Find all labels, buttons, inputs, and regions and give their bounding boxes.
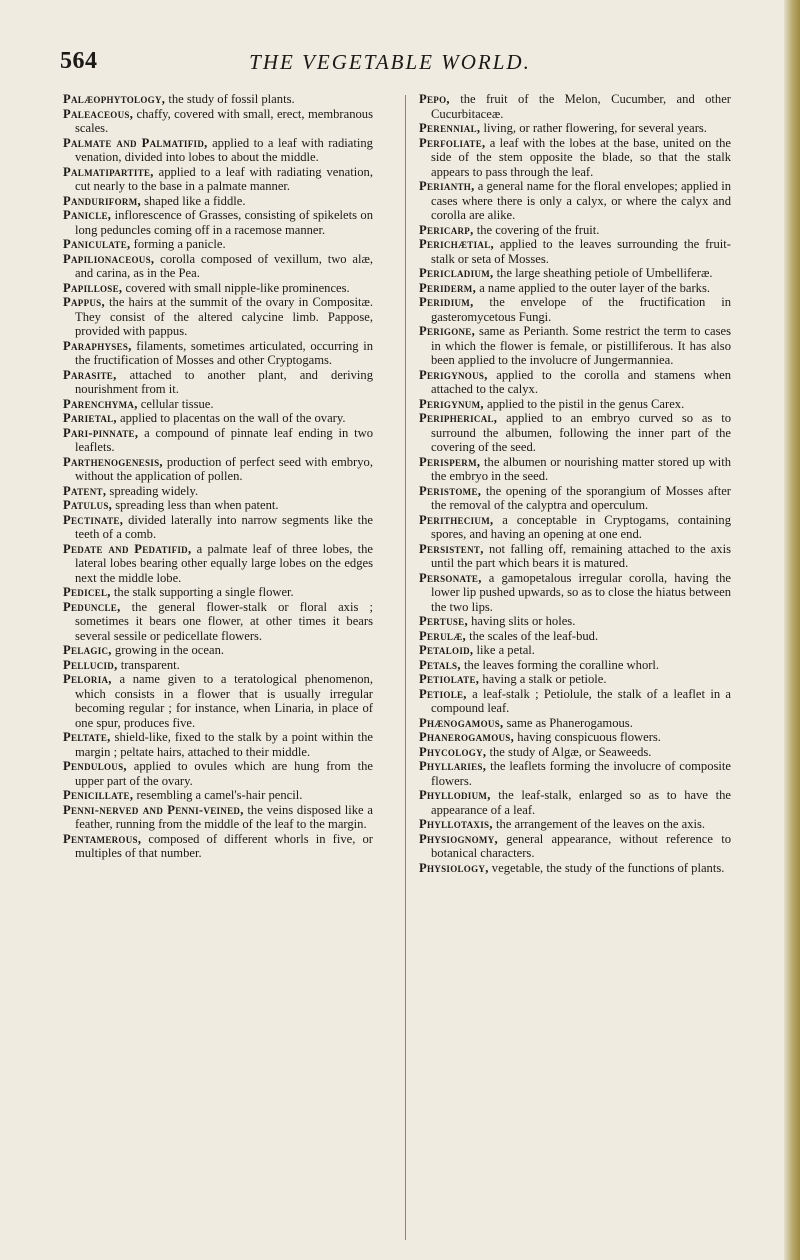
glossary-entry <box>419 716 731 731</box>
glossary-definition: applied to the leaves surrounding the fruit-stalk or seta of Mosses. <box>431 237 731 266</box>
glossary-term: Pappus, <box>63 295 105 309</box>
glossary-definition: the study of Algæ, or Seaweeds. <box>486 744 652 759</box>
glossary-entry <box>63 585 373 600</box>
glossary-term: Petiolate, <box>419 672 480 686</box>
glossary-entry <box>419 788 731 817</box>
glossary-entry <box>63 107 373 136</box>
glossary-entry <box>63 600 373 644</box>
glossary-entry <box>419 745 731 760</box>
glossary-definition: forming a panicle. <box>130 237 226 251</box>
glossary-definition: applied to the pistil in the genus Carex. <box>483 396 685 411</box>
glossary-entry <box>63 832 373 861</box>
glossary-term: Pericarp, <box>419 222 474 237</box>
glossary-definition: cellular tissue. <box>137 396 214 411</box>
glossary-definition: a name applied to the outer layer of the barks. <box>476 280 710 295</box>
right-column <box>419 92 731 875</box>
glossary-term: Perichætial, <box>419 237 494 251</box>
page-edge <box>784 0 800 1260</box>
glossary-entry <box>419 397 731 412</box>
glossary-definition: shaped like a fiddle. <box>140 193 246 208</box>
glossary-term: Pedate and Pedatifid, <box>63 541 192 556</box>
glossary-definition: the envelope of the fructification in gasteromycetous Fungi. <box>431 295 731 324</box>
glossary-entry <box>419 455 731 484</box>
glossary-definition: the leaf-stalk, enlarged so as to have the appearance of a leaf. <box>431 788 731 817</box>
glossary-definition: applied to a leaf with radiating venation, divided into lobes to about the middle. <box>75 135 373 164</box>
glossary-entry <box>419 411 731 455</box>
glossary-entry <box>63 672 373 730</box>
glossary-entry <box>63 643 373 658</box>
glossary-term: Phanerogamous, <box>419 730 515 744</box>
left-column <box>63 92 373 861</box>
glossary-term: Perfoliate, <box>419 135 486 150</box>
glossary-term: Perianth, <box>419 179 475 193</box>
glossary-term: Peloria, <box>63 672 112 686</box>
glossary-entry <box>63 426 373 455</box>
glossary-definition: the study of fossil plants. <box>165 92 295 106</box>
glossary-term: Pericladium, <box>419 266 494 280</box>
glossary-term: Pepo, <box>419 92 450 106</box>
glossary-term: Persistent, <box>419 541 484 556</box>
glossary-entry <box>419 542 731 571</box>
glossary-definition: a general name for the floral envelopes; applied in cases where there is only a calyx, or where the calyx and corolla are alike. <box>431 179 731 222</box>
glossary-term: Phænogamous, <box>419 715 504 730</box>
glossary-entry <box>419 817 731 832</box>
glossary-definition: a name given to a teratological phenomenon, which consists in a flower that is usually irregular becoming regular ; for instance, when Linaria, in place of one spur, produces five. <box>75 672 373 730</box>
glossary-definition: a gamopetalous irregular corolla, having the lower lip pushed upwards, so as to close the hiatus between the two lips. <box>431 570 731 614</box>
glossary-term: Papilionaceous, <box>63 251 155 266</box>
glossary-definition: the covering of the fruit. <box>473 222 600 237</box>
glossary-definition: having slits or holes. <box>467 614 576 628</box>
glossary-entry <box>63 136 373 165</box>
glossary-term: Pellucid, <box>63 657 118 672</box>
glossary-definition: applied to ovules which are hung from the upper part of the ovary. <box>75 759 373 788</box>
glossary-definition: a conceptable in Cryptogams, containing spores, and having an opening at one end. <box>431 512 731 541</box>
glossary-term: Perulæ, <box>419 628 466 643</box>
glossary-definition: applied to an embryo curved so as to surround the albumen, following the inner part of the covering of the seed. <box>431 411 731 454</box>
glossary-term: Papillose, <box>63 280 123 295</box>
glossary-entry <box>63 455 373 484</box>
glossary-term: Pelagic, <box>63 643 112 657</box>
glossary-term: Phycology, <box>419 744 487 759</box>
glossary-term: Palmate and Palmatifid, <box>63 135 208 150</box>
glossary-term: Patulus, <box>63 498 113 512</box>
glossary-entry <box>419 179 731 223</box>
glossary-term: Patent, <box>63 483 107 498</box>
glossary-entry <box>63 368 373 397</box>
glossary-entry <box>419 324 731 368</box>
glossary-definition: living, or rather flowering, for several years. <box>480 121 707 135</box>
glossary-term: Paleaceous, <box>63 106 134 121</box>
glossary-entry <box>63 165 373 194</box>
glossary-entry <box>419 136 731 180</box>
glossary-definition: production of perfect seed with embryo, without the application of pollen. <box>75 454 373 483</box>
glossary-term: Paraphyses, <box>63 338 132 353</box>
glossary-entry <box>63 339 373 368</box>
glossary-definition: applied to placentas on the wall of the ovary. <box>116 411 346 425</box>
glossary-definition: the general flower-stalk or floral axis ; sometimes it bears one flower, at other times it bears several sessile or pedicellate flowers. <box>75 599 373 643</box>
glossary-term: Peridium, <box>419 295 474 309</box>
glossary-entry <box>63 397 373 412</box>
glossary-term: Peripherical, <box>419 411 498 425</box>
glossary-definition: the leaflets forming the involucre of composite flowers. <box>431 759 731 788</box>
glossary-term: Perigynum, <box>419 396 484 411</box>
glossary-definition: a palmate leaf of three lobes, the lateral lobes bearing other equally large lobes on the edges next the middle lobe. <box>75 541 374 585</box>
glossary-term: Phyllodium, <box>419 788 491 802</box>
page-number: 564 <box>60 48 98 74</box>
glossary-entry <box>419 121 731 136</box>
glossary-definition: same as Perianth. Some restrict the term to cases in which the flower is female, or pistilliferous. It has also been applied to the involucre of Jungermanniea. <box>431 324 731 367</box>
glossary-definition: the scales of the leaf-bud. <box>465 628 599 643</box>
glossary-entry <box>63 295 373 339</box>
glossary-definition: spreading widely. <box>106 483 199 498</box>
glossary-term: Parasite, <box>63 367 117 382</box>
page-header <box>60 48 720 88</box>
glossary-definition: transparent. <box>117 657 180 672</box>
glossary-entry <box>63 498 373 513</box>
glossary-entry <box>63 484 373 499</box>
glossary-entry <box>419 92 731 121</box>
glossary-term: Physiognomy, <box>419 831 498 846</box>
glossary-entry <box>63 759 373 788</box>
glossary-term: Pertuse, <box>419 614 468 628</box>
glossary-entry <box>419 223 731 238</box>
glossary-entry <box>419 513 731 542</box>
glossary-term: Periderm, <box>419 280 477 295</box>
glossary-term: Pendulous, <box>63 759 127 773</box>
glossary-definition: same as Phanerogamous. <box>503 715 633 730</box>
glossary-term: Pentamerous, <box>63 831 142 846</box>
glossary-definition: the leaves forming the coralline whorl. <box>460 657 660 672</box>
glossary-entry <box>419 658 731 673</box>
glossary-entry <box>63 513 373 542</box>
glossary-term: Parietal, <box>63 411 117 425</box>
glossary-entry <box>63 803 373 832</box>
glossary-term: Perennial, <box>419 121 481 135</box>
glossary-entry <box>419 759 731 788</box>
glossary-definition: not falling off, remaining attached to the axis until the part which bears it is matured. <box>431 541 731 570</box>
glossary-definition: composed of different whorls in five, or multiples of that number. <box>75 831 373 860</box>
glossary-entry <box>419 643 731 658</box>
glossary-entry <box>63 658 373 673</box>
glossary-entry <box>63 281 373 296</box>
glossary-term: Peduncle, <box>63 599 121 614</box>
glossary-entry <box>419 861 731 876</box>
glossary-entry <box>63 194 373 209</box>
glossary-definition: applied to a leaf with radiating venation, cut nearly to the base in a palmate manner. <box>75 164 373 193</box>
glossary-entry <box>419 266 731 281</box>
glossary-term: Parthenogenesis, <box>63 454 163 469</box>
glossary-definition: the large sheathing petiole of Umbelliferæ. <box>493 266 713 280</box>
glossary-term: Personate, <box>419 570 482 585</box>
glossary-term: Palmatipartite, <box>63 164 154 179</box>
glossary-definition: the fruit of the Melon, Cucumber, and other Cucurbitaceæ. <box>431 92 731 121</box>
glossary-definition: covered with small nipple-like prominences. <box>122 280 350 295</box>
glossary-definition: the arrangement of the leaves on the axis. <box>492 817 706 831</box>
glossary-definition: the stalk supporting a single flower. <box>110 585 294 599</box>
running-title: THE VEGETABLE WORLD. <box>249 50 531 74</box>
glossary-entry <box>63 411 373 426</box>
glossary-term: Peltate, <box>63 730 111 744</box>
glossary-entry <box>419 614 731 629</box>
glossary-term: Parenchyma, <box>63 396 138 411</box>
glossary-entry <box>419 571 731 615</box>
glossary-definition: resembling a camel's-hair pencil. <box>133 788 303 802</box>
glossary-entry <box>419 281 731 296</box>
glossary-definition: attached to another plant, and deriving nourishment from it. <box>75 367 373 396</box>
glossary-definition: divided laterally into narrow segments like the teeth of a comb. <box>75 512 373 541</box>
glossary-definition: spreading less than when patent. <box>112 498 279 512</box>
glossary-entry <box>419 295 731 324</box>
glossary-entry <box>419 484 731 513</box>
glossary-term: Pectinate, <box>63 512 124 527</box>
glossary-term: Paniculate, <box>63 237 131 251</box>
glossary-definition: the albumen or nourishing matter stored up with the embryo in the seed. <box>431 454 731 483</box>
glossary-term: Petals, <box>419 657 461 672</box>
glossary-term: Pedicel, <box>63 585 111 599</box>
glossary-definition: inflorescence of Grasses, consisting of spikelets on long peduncles coming off in a racemose manner. <box>75 208 373 237</box>
glossary-entry <box>63 542 373 586</box>
glossary-term: Penicillate, <box>63 788 134 802</box>
glossary-definition: having conspicuous flowers. <box>514 730 661 744</box>
glossary-definition: the hairs at the summit of the ovary in Compositæ. They consist of the altered calycine limb. Pappose, provided with pappus. <box>75 295 373 338</box>
glossary-term: Panicle, <box>63 208 112 222</box>
glossary-entry <box>419 629 731 644</box>
glossary-term: Perisperm, <box>419 454 481 469</box>
glossary-entry <box>419 730 731 745</box>
glossary-definition: corolla composed of vexillum, two alæ, and carina, as in the Pea. <box>75 251 373 280</box>
glossary-definition: the opening of the sporangium of Mosses after the removal of the calyptra and operculum. <box>431 483 731 512</box>
glossary-term: Peristome, <box>419 483 482 498</box>
glossary-entry <box>63 788 373 803</box>
glossary-definition: filaments, sometimes articulated, occurring in the fructification of Mosses and other Cryptogams. <box>75 338 373 367</box>
column-divider <box>405 95 406 1240</box>
glossary-entry <box>419 687 731 716</box>
glossary-definition: having a stalk or petiole. <box>479 672 607 686</box>
glossary-entry <box>63 92 373 107</box>
glossary-entry <box>63 237 373 252</box>
glossary-definition: a leaf with the lobes at the base, united on the side of the stem opposite the blade, so that the stalk appears to pass through the leaf. <box>431 135 731 179</box>
glossary-entry <box>419 237 731 266</box>
glossary-definition: a leaf-stalk ; Petiolule, the stalk of a leaflet in a compound leaf. <box>431 686 731 715</box>
glossary-term: Perithecium, <box>419 512 494 527</box>
glossary-term: Perigynous, <box>419 367 488 382</box>
glossary-term: Panduriform, <box>63 193 141 208</box>
glossary-term: Phyllotaxis, <box>419 817 493 831</box>
glossary-term: Perigone, <box>419 324 476 338</box>
glossary-term: Pari-pinnate, <box>63 425 139 440</box>
glossary-entry <box>419 672 731 687</box>
glossary-entry <box>419 832 731 861</box>
glossary-term: Petaloid, <box>419 643 474 657</box>
glossary-entry <box>419 368 731 397</box>
glossary-definition: like a petal. <box>473 643 535 657</box>
glossary-definition: the veins disposed like a feather, running from the middle of the leaf to the margin. <box>75 802 374 831</box>
glossary-definition: chaffy, covered with small, erect, membranous scales. <box>75 106 373 135</box>
glossary-definition: shield-like, fixed to the stalk by a point within the margin ; peltate hairs, attached to their middle. <box>75 730 373 759</box>
glossary-term: Physiology, <box>419 860 489 875</box>
glossary-term: Petiole, <box>419 686 467 701</box>
glossary-term: Phyllaries, <box>419 759 487 773</box>
glossary-entry <box>63 730 373 759</box>
glossary-entry <box>63 208 373 237</box>
glossary-definition: general appearance, without reference to botanical characters. <box>431 831 731 860</box>
glossary-definition: vegetable, the study of the functions of plants. <box>488 860 725 875</box>
glossary-term: Penni-nerved and Penni-veined, <box>63 802 244 817</box>
glossary-definition: applied to the corolla and stamens when attached to the calyx. <box>431 367 731 396</box>
glossary-term: Palæophytology, <box>63 92 166 106</box>
glossary-definition: growing in the ocean. <box>111 643 225 657</box>
glossary-entry <box>63 252 373 281</box>
glossary-definition: a compound of pinnate leaf ending in two leaflets. <box>75 425 373 454</box>
